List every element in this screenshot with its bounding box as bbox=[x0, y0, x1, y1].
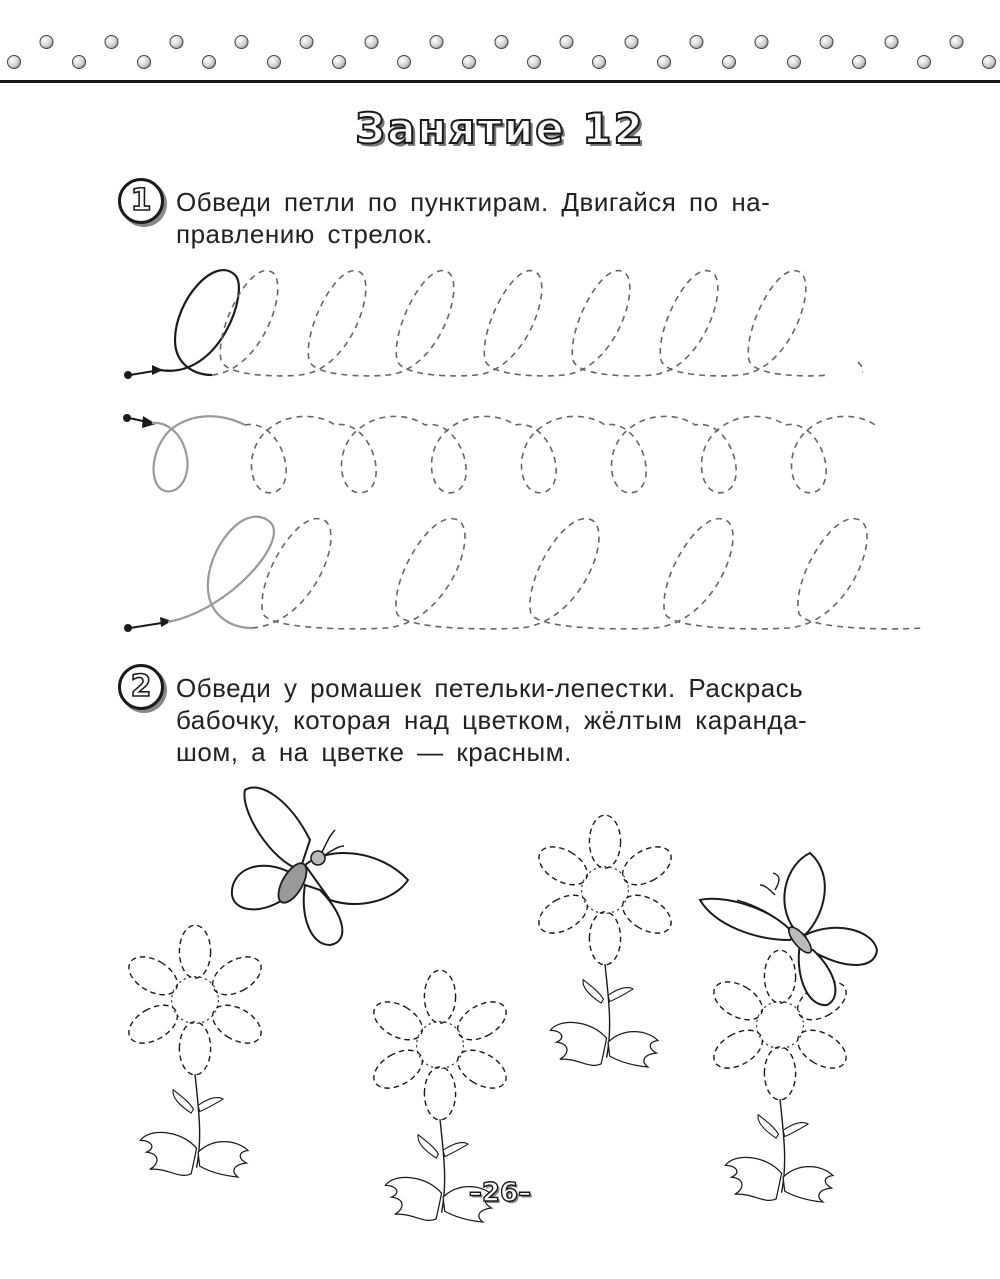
task-1-number-badge: 1 bbox=[118, 178, 164, 224]
leaf-icon bbox=[550, 964, 658, 1067]
task-2-line-2: бабочку, которая над цветком, жёлтым каранда- bbox=[176, 705, 808, 735]
flower-icon bbox=[122, 925, 267, 1177]
page-number: –26– bbox=[468, 1178, 532, 1208]
task-2-line-1: Обведи у ромашек петельки-лепестки. Раскрась bbox=[176, 673, 804, 703]
butterfly-icon bbox=[232, 787, 408, 945]
task-1-line-1: Обведи петли по пунктирам. Двигайся по на- bbox=[176, 187, 771, 217]
task-2-line-3: шом, а на цветке — красным. bbox=[176, 737, 572, 767]
task-2-number-badge: 2 bbox=[118, 664, 164, 710]
flower-icon bbox=[532, 815, 677, 1067]
lesson-title: Занятие 12 bbox=[355, 104, 645, 153]
leaf-icon bbox=[140, 1074, 248, 1177]
task-1-line-2: правлению стрелок. bbox=[176, 219, 433, 249]
